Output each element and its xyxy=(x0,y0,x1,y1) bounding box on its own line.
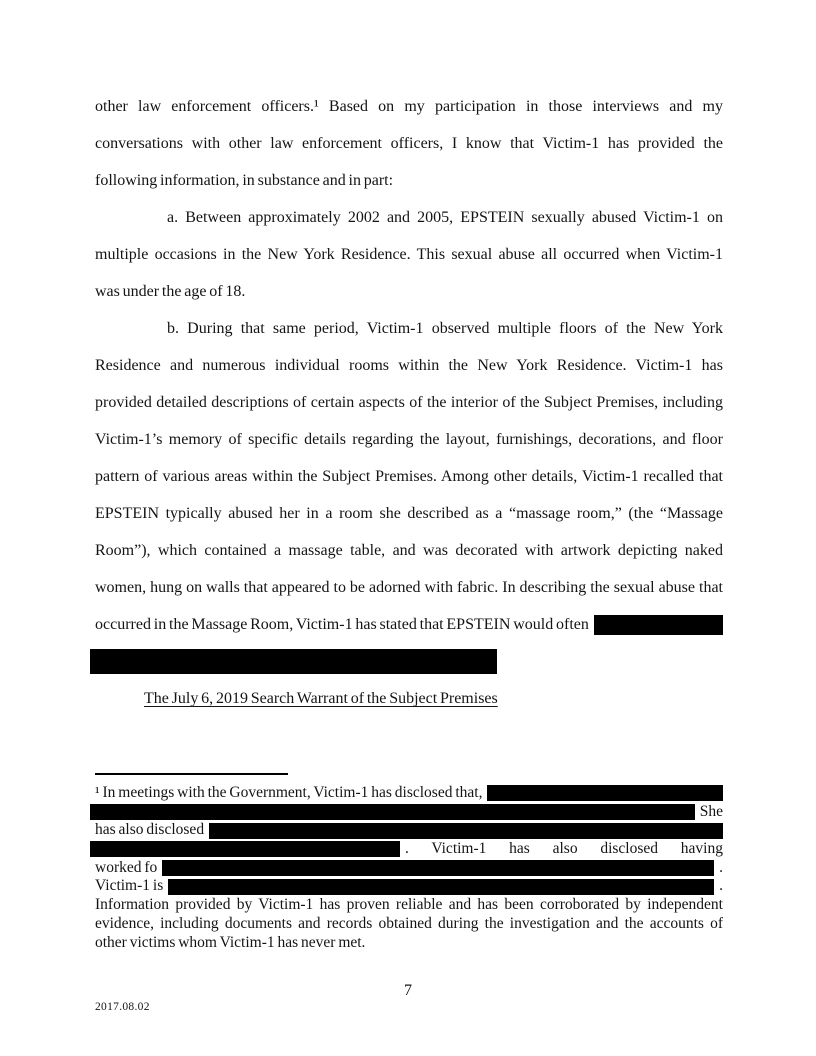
text-line xyxy=(95,915,723,934)
page-number: 7 xyxy=(404,982,412,999)
text-segment: ¹ In meetings with the Government, Victim-1 has disclosed that, xyxy=(95,784,483,801)
text-line xyxy=(95,877,723,896)
redaction-bar xyxy=(90,804,695,820)
redaction-bar xyxy=(90,841,400,857)
text-line xyxy=(95,495,723,532)
text-segment: Victim-1’s memory of specific details regarding the layout, furnishings, decorations, and floor xyxy=(95,431,723,448)
text-line xyxy=(95,803,723,822)
text-line xyxy=(95,310,723,347)
text-segment: provided detailed descriptions of certain aspects of the interior of the Subject Premises, including xyxy=(95,394,723,411)
text-line xyxy=(95,236,723,273)
text-segment: was under the age of 18. xyxy=(95,283,246,300)
text-line xyxy=(95,934,723,953)
section-heading xyxy=(95,680,723,717)
text-line xyxy=(95,458,723,495)
text-segment: . xyxy=(719,877,723,895)
redaction-bar xyxy=(162,860,714,876)
text-line xyxy=(95,840,723,859)
text-line xyxy=(95,421,723,458)
text-segment: worked fo xyxy=(95,858,158,876)
text-segment: Residence and numerous individual rooms within the New York Residence. Victim-1 has xyxy=(95,357,723,374)
redaction-bar xyxy=(90,649,497,674)
text-line xyxy=(95,643,723,680)
text-segment: . Victim-1 has also disclosed having xyxy=(405,840,723,858)
text-segment: EPSTEIN typically abused her in a room she described as a “massage room,” (the “Massage xyxy=(95,505,723,522)
text-line xyxy=(95,859,723,878)
text-line xyxy=(95,784,723,803)
text-line xyxy=(95,569,723,606)
text-segment: She xyxy=(699,802,723,820)
text-line xyxy=(95,821,723,840)
redaction-bar xyxy=(594,615,723,635)
text-segment: following information, in substance and in part: xyxy=(95,172,394,189)
section-heading-text: The July 6, 2019 Search Warrant of the Subject Premises xyxy=(144,690,498,707)
text-segment: multiple occasions in the New York Residence. This sexual abuse all occurred when Victim-1 xyxy=(95,246,723,263)
text-segment: Victim-1 is xyxy=(95,877,164,895)
text-segment: conversations with other law enforcement officers, I know that Victim-1 has provided the xyxy=(95,135,723,152)
footnote-block xyxy=(95,773,723,952)
text-segment: Room”), which contained a massage table, and was decorated with artwork depicting naked xyxy=(95,542,723,559)
document-body xyxy=(95,88,723,717)
footnote-lines xyxy=(95,784,723,952)
text-segment: has also disclosed xyxy=(95,821,205,839)
text-line xyxy=(95,347,723,384)
footnote-separator xyxy=(95,773,288,775)
text-segment: other law enforcement officers.¹ Based on my participation in those interviews and my xyxy=(95,98,723,115)
text-segment: occurred in the Massage Room, Victim-1 has stated that EPSTEIN would often xyxy=(95,616,589,633)
date-stamp: 2017.08.02 xyxy=(95,1001,150,1013)
text-segment: b. During that same period, Victim-1 observed multiple floors of the New York xyxy=(167,320,723,337)
text-line xyxy=(95,384,723,421)
redaction-bar xyxy=(487,785,723,801)
text-segment: pattern of various areas within the Subject Premises. Among other details, Victim-1 recalled that xyxy=(95,468,723,485)
text-line xyxy=(95,125,723,162)
text-line xyxy=(95,273,723,310)
text-segment: evidence, including documents and records obtained during the investigation and the accounts of xyxy=(95,914,723,932)
text-line xyxy=(95,606,723,643)
text-line xyxy=(95,162,723,199)
text-line xyxy=(95,532,723,569)
text-segment: women, hung on walls that appeared to be adorned with fabric. In describing the sexual abuse that xyxy=(95,579,723,596)
text-line xyxy=(95,896,723,915)
text-segment: Information provided by Victim-1 has proven reliable and has been corroborated by independent xyxy=(95,896,723,914)
text-line xyxy=(95,199,723,236)
text-line xyxy=(95,88,723,125)
text-segment: a. Between approximately 2002 and 2005, EPSTEIN sexually abused Victim-1 on xyxy=(167,209,723,226)
text-segment: other victims whom Victim-1 has never met. xyxy=(95,933,366,951)
redaction-bar xyxy=(168,879,714,895)
redaction-bar xyxy=(209,823,723,839)
text-segment: . xyxy=(719,858,723,876)
